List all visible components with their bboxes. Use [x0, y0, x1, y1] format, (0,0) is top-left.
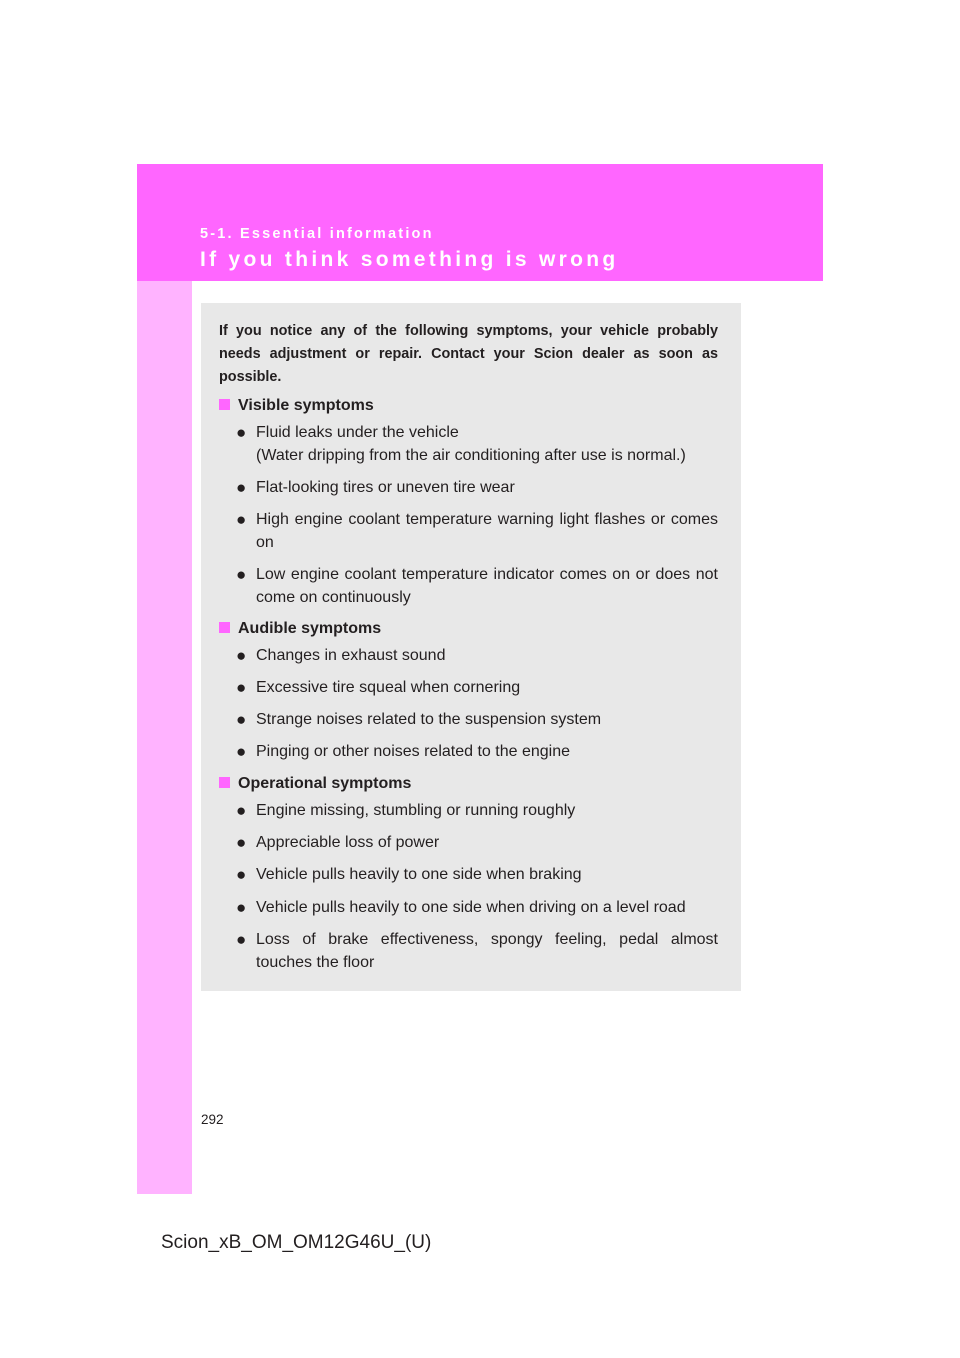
list-item: [236, 476, 718, 499]
list-item-text: Low engine coolant temperature indicator comes on or does not come on continuously: [256, 566, 718, 606]
bullet-icon: ●: [236, 646, 247, 665]
group-heading-audible: [219, 620, 381, 638]
list-item: [236, 421, 718, 467]
list-item-text: Fluid leaks under the vehicle: [256, 424, 459, 441]
bullet-icon: ●: [236, 478, 247, 497]
bullet-icon: ●: [236, 710, 247, 729]
bullet-icon: ●: [236, 742, 247, 761]
square-bullet-icon: [219, 777, 230, 788]
list-item: [236, 740, 718, 763]
list-item: [236, 676, 718, 699]
list-item: [236, 508, 718, 554]
list-item-text: Changes in exhaust sound: [256, 647, 446, 664]
list-item: [236, 863, 718, 886]
list-item-text: Loss of brake effectiveness, spongy feeling, pedal almost touches the floor: [256, 931, 718, 971]
bullet-icon: ●: [236, 423, 247, 442]
list-item-note: (Water dripping from the air conditioning after use is normal.): [256, 447, 686, 464]
list-item: [236, 896, 718, 919]
bullet-icon: ●: [236, 801, 247, 820]
group-heading-label: Operational symptoms: [238, 775, 412, 792]
list-item: [236, 563, 718, 609]
list-item-text: Pinging or other noises related to the engine: [256, 743, 570, 760]
list-item-text: Vehicle pulls heavily to one side when driving on a level road: [256, 899, 686, 916]
group-heading-label: Audible symptoms: [238, 620, 382, 637]
group-heading-label: Visible symptoms: [238, 397, 374, 414]
list-item: [236, 799, 718, 822]
list-item-text: Appreciable loss of power: [256, 834, 440, 851]
list-item-text: Excessive tire squeal when cornering: [256, 679, 521, 696]
list-item-text: High engine coolant temperature warning light flashes or comes on: [256, 511, 718, 551]
bullet-icon: ●: [236, 833, 247, 852]
bullet-icon: ●: [236, 930, 247, 949]
page-number: 292: [201, 1112, 224, 1127]
list-item-text: Strange noises related to the suspension system: [256, 711, 602, 728]
bullet-icon: ●: [236, 678, 247, 697]
section-label: 5-1. Essential information: [200, 226, 434, 242]
list-item-text: Engine missing, stumbling or running roughly: [256, 802, 576, 819]
bullet-icon: ●: [236, 510, 247, 529]
list-item: [236, 644, 718, 667]
bullet-icon: ●: [236, 865, 247, 884]
bullet-icon: ●: [236, 898, 247, 917]
intro-paragraph: If you notice any of the following symptoms, your vehicle probably needs adjustment or repair. Contact your Scion dealer as soon as possible.: [219, 323, 718, 385]
group-heading-operational: [219, 775, 411, 793]
bullet-icon: ●: [236, 565, 247, 584]
square-bullet-icon: [219, 399, 230, 410]
group-heading-visible: [219, 397, 374, 415]
list-item: [236, 708, 718, 731]
list-item-text: Vehicle pulls heavily to one side when braking: [256, 866, 582, 883]
square-bullet-icon: [219, 622, 230, 633]
document-id: Scion_xB_OM_OM12G46U_(U): [161, 1232, 432, 1253]
list-item: [236, 831, 718, 854]
page-title: If you think something is wrong: [200, 248, 619, 271]
side-tab-band: [137, 281, 192, 1194]
list-item-text: Flat-looking tires or uneven tire wear: [256, 479, 515, 496]
list-item: [236, 928, 718, 974]
